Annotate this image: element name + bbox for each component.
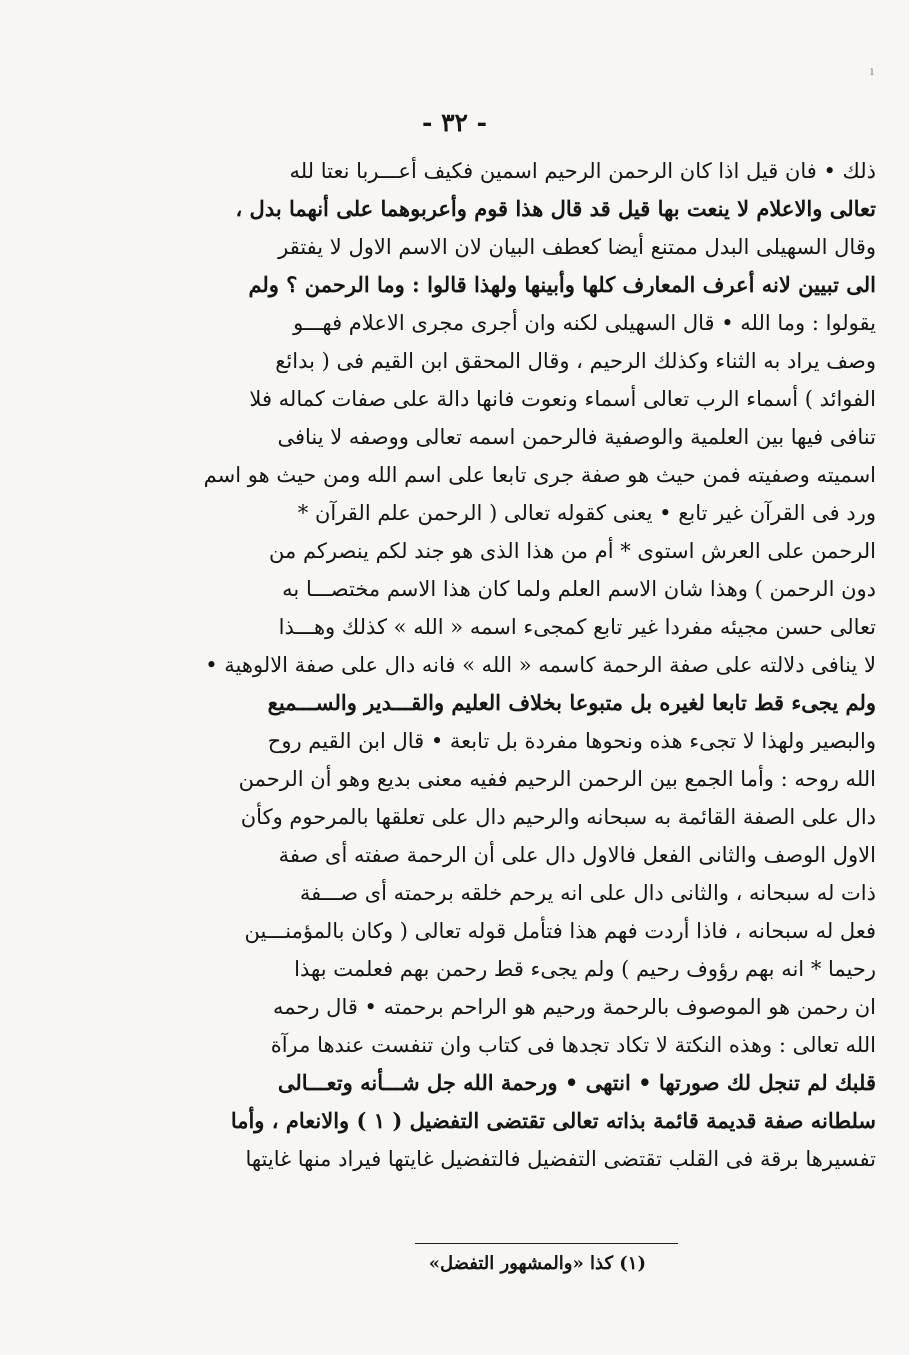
footnote: (١) كذا «والمشهور التفضل» [428, 1253, 646, 1274]
text-line: رحيما * انه بهم رؤوف رحيم ) ولم يجىء قط رحمن بهم فعلمت بهذا [294, 957, 876, 981]
text-line: قلبك لم تنجل لك صورتها • انتهى • ورحمة الله جل شـــأنه وتعـــالى [277, 1070, 876, 1095]
text-line: يقولوا : وما الله • قال السهيلى لكنه وان أجرى مجرى الاعلام فهـــو [293, 311, 876, 335]
text-line: تنافى فيها بين العلمية والوصفية فالرحمن اسمه تعالى ووصفه لا ينافى [277, 425, 876, 449]
text-line: تعالى حسن مجيئه مفردا غير تابع كمجىء اسمه « الله » كذلك وهـــذا [278, 615, 876, 639]
text-line: ذلك • فان قيل اذا كان الرحمن الرحيم اسمين فكيف أعـــربا نعتا لله [289, 159, 876, 183]
text-line: الله روحه : وأما الجمع بين الرحمن الرحيم ففيه معنى بديع وهو أن الرحمن [238, 767, 876, 791]
text-line: الفوائد ) أسماء الرب تعالى أسماء ونعوت فانها دالة على صفات كماله فلا [249, 387, 876, 411]
text-line: ورد فى القرآن غير تابع • يعنى كقوله تعالى ( الرحمن علم القرآن * [297, 501, 876, 525]
text-line: دون الرحمن ) وهذا شان الاسم العلم ولما كان هذا الاسم مختصـــا به [282, 577, 876, 601]
body-text [40, 152, 876, 1178]
text-line: تفسيرها برقة فى القلب تقتضى التفضيل فالتفضيل غايتها فيراد منها غايتها [245, 1147, 876, 1171]
text-line: سلطانه صفة قديمة قائمة بذاته تعالى تقتضى التفضيل ( ١ ) والانعام ، وأما [230, 1108, 876, 1133]
text-line: والبصير ولهذا لا تجىء هذه ونحوها مفردة بل تابعة • قال ابن القيم روح [267, 729, 876, 753]
page-number: - ٣٢ - [421, 108, 488, 137]
text-line: ولم يجىء قط تابعا لغيره بل متبوعا بخلاف العليم والقـــدير والســـميع [267, 690, 876, 715]
text-line: وصف يراد به الثناء وكذلك الرحيم ، وقال المحقق ابن القيم فى ( بدائع [275, 349, 876, 373]
text-line: الى تبيين لانه أعرف المعارف كلها وأبينها ولهذا قالوا : وما الرحمن ؟ ولم [248, 272, 876, 297]
margin-mark: ı [870, 64, 874, 78]
text-line: اسميته وصفيته فمن حيث هو صفة جرى تابعا على اسم الله ومن حيث هو اسم [203, 463, 876, 487]
text-line: دال على الصفة القائمة به سبحانه والرحيم دال على تعلقها بالمرحوم وكأن [240, 805, 876, 829]
text-line: لا ينافى دلالته على صفة الرحمة كاسمه « الله » فانه دال على صفة الالوهية • [205, 653, 876, 677]
text-line: فعل له سبحانه ، فاذا أردت فهم هذا فتأمل قوله تعالى ( وكان بالمؤمنـــين [244, 919, 876, 943]
text-line: وقال السهيلى البدل ممتنع أيضا كعطف البيان لان الاسم الاول لا يفتقر [278, 235, 876, 259]
footnote-divider [415, 1243, 678, 1244]
text-line: تعالى والاعلام لا ينعت بها قيل قد قال هذا قوم وأعربوهما على أنهما بدل ، [235, 196, 876, 221]
text-line: ذات له سبحانه ، والثانى دال على انه يرحم خلقه برحمته أى صـــفة [299, 881, 876, 905]
text-line: الاول الوصف والثانى الفعل فالاول دال على أن الرحمة صفته أى صفة [278, 843, 876, 867]
text-line: الرحمن على العرش استوى * أم من هذا الذى هو جند لكم ينصركم من [269, 539, 876, 563]
text-line: ان رحمن هو الموصوف بالرحمة ورحيم هو الراحم برحمته • قال رحمه [272, 995, 876, 1019]
text-line: الله تعالى : وهذه النكتة لا تكاد تجدها فى كتاب وان تنفست عندها مرآة [270, 1033, 876, 1057]
